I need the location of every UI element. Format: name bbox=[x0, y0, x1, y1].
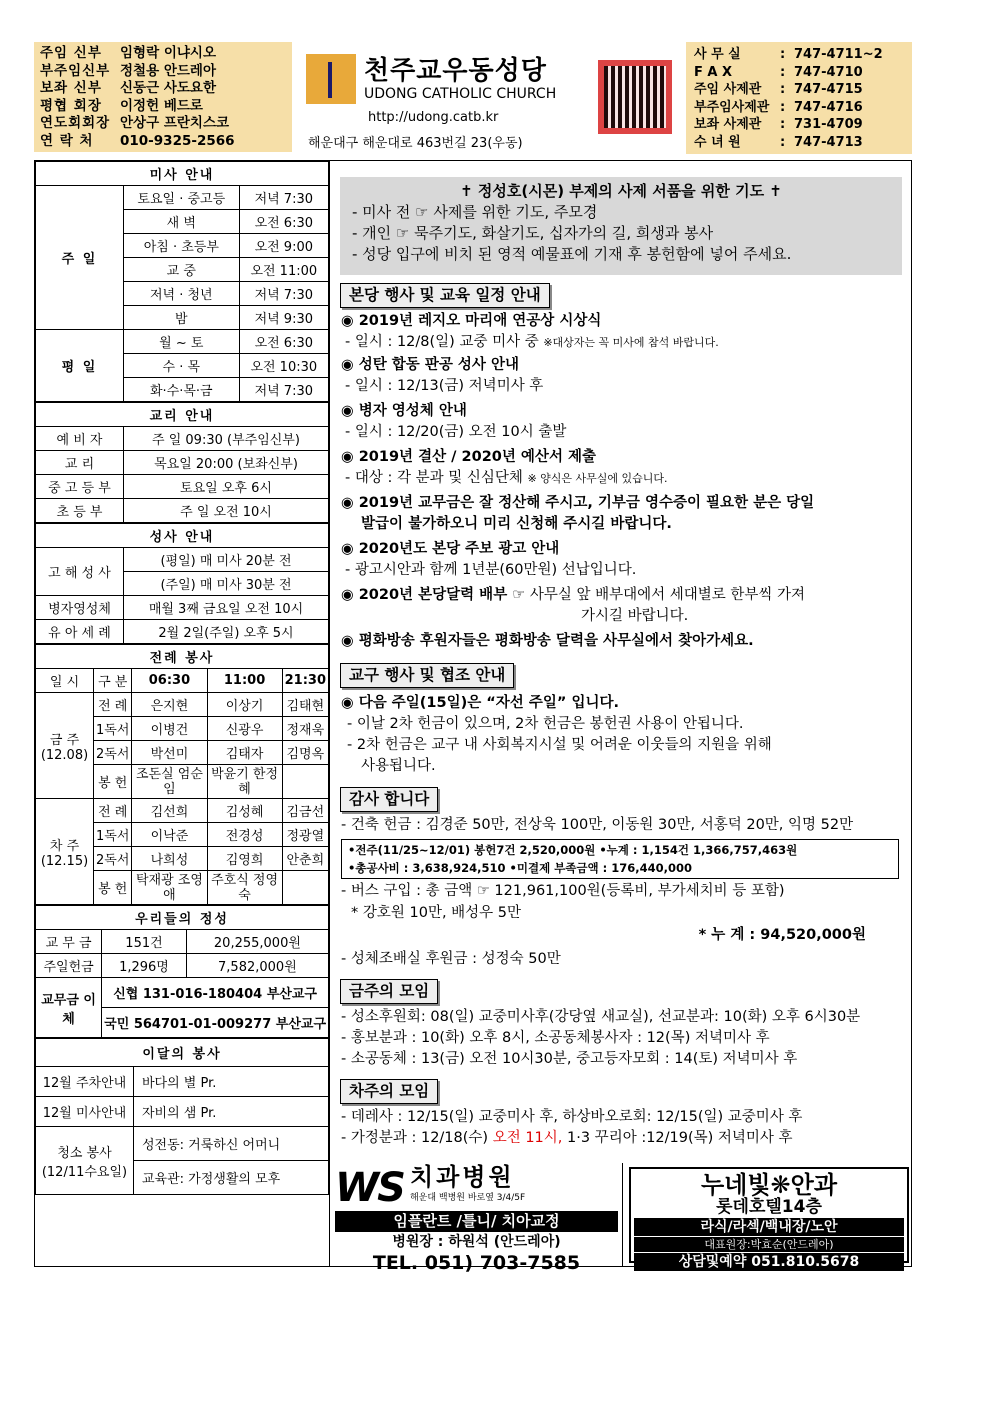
table-cell: (주일) 매 미사 30분 전 bbox=[124, 572, 329, 596]
table-cell: 정광열 bbox=[282, 823, 328, 847]
table-cell: 오전 10:30 bbox=[239, 354, 328, 378]
table-cell: 미사 안내 bbox=[36, 162, 329, 186]
table-cell: 151건 bbox=[102, 930, 187, 954]
table-cell: 오전 6:30 bbox=[239, 330, 328, 354]
table-cell: 병자영성체 bbox=[36, 596, 124, 620]
table-cell: 교무금 이 체 bbox=[36, 978, 102, 1038]
staff-row: 평협 회장 이정헌 베드로 bbox=[40, 97, 203, 114]
table-cell: 전경성 bbox=[207, 823, 282, 847]
table-cell: 나희성 bbox=[132, 847, 207, 871]
prayer-line: - 미사 전 ☞ 사제를 위한 기도, 주모경 bbox=[352, 203, 598, 221]
table-cell: 주 일 09:30 (부주임신부) bbox=[124, 427, 329, 451]
event-title: ◉ 2019년 결산 / 2020년 예산서 제출 bbox=[341, 449, 597, 465]
dental-phone: TEL. 051) 703-7585 bbox=[372, 1252, 581, 1274]
events-heading: 본당 행사 및 교육 일정 안내 bbox=[340, 283, 550, 308]
diocese-line: - 이날 2차 헌금이 있으며, 2차 헌금은 봉헌권 사용이 안됩니다. bbox=[347, 716, 744, 732]
table-cell: 06:30 bbox=[132, 669, 207, 693]
table-cell: 수 · 목 bbox=[124, 354, 240, 378]
event-item: ◉ 2020년 본당달력 배부 ☞ 사무실 앞 배부대에서 세대별로 한부씩 가져 가시길 바랍니다. bbox=[341, 585, 906, 627]
contact-row: 보좌 사제관 : 731-4709 bbox=[694, 117, 863, 132]
event-item bbox=[341, 311, 906, 353]
chapel-fund: - 성체조배실 후원금 : 성정숙 50만 bbox=[341, 951, 561, 967]
staff-row: 연도회회장 안상구 프란치스코 bbox=[40, 115, 230, 131]
table-cell: 21:30 bbox=[282, 669, 328, 693]
table-cell: 목요일 20:00 (보좌신부) bbox=[124, 451, 329, 475]
table-cell: 성사 안내 bbox=[36, 524, 329, 548]
table-cell: 전례 봉사 bbox=[36, 645, 329, 669]
church-name-en: UDONG CATHOLIC CHURCH bbox=[364, 86, 557, 102]
right-column bbox=[331, 161, 913, 1274]
table-cell: 화·수·목·금 bbox=[124, 378, 240, 402]
table-cell: 우리들의 정성 bbox=[36, 906, 329, 930]
table-cell: 신협 131-016-180404 부산교구 bbox=[102, 978, 329, 1008]
contact-row: 부주임사제관 : 747-4716 bbox=[694, 99, 863, 115]
table-cell: 박선미 bbox=[132, 741, 207, 765]
service-table bbox=[35, 1038, 329, 1195]
table-cell: 새 벽 bbox=[124, 210, 240, 234]
liturgy-table bbox=[35, 644, 329, 905]
table-cell: 2독서 bbox=[94, 741, 132, 765]
table-cell: 구 분 bbox=[94, 669, 132, 693]
event-title: ◉ 성탄 합동 판공 성사 안내 bbox=[341, 357, 519, 373]
table-cell: 김태현 bbox=[282, 693, 328, 717]
table-cell: 전 례 bbox=[94, 799, 132, 823]
table-cell: 20,255,000원 bbox=[186, 930, 328, 954]
table-cell: 성전동: 거룩하신 어머니 bbox=[134, 1127, 329, 1161]
table-cell: 김명옥 bbox=[282, 741, 328, 765]
table-cell: 유 아 세 례 bbox=[36, 620, 124, 644]
event-item bbox=[341, 631, 906, 652]
table-cell: 청소 봉사 (12/11수요일) bbox=[36, 1127, 134, 1195]
diocese-line: ◉ 다음 주일(15일)은 “자선 주일” 입니다. bbox=[341, 695, 619, 711]
dental-location: 해운대 백병원 바로옆 3/4/5F bbox=[409, 1193, 526, 1203]
staff-row: 보좌 신부 신동근 사도요한 bbox=[40, 80, 216, 96]
event-detail: - 대상 : 각 분과 및 신심단체 ※ 양식은 사무실에 있습니다. bbox=[345, 470, 668, 486]
table-cell: 김성혜 bbox=[207, 799, 282, 823]
table-cell: 12월 주차안내 bbox=[36, 1067, 134, 1097]
table-cell: 신광우 bbox=[207, 717, 282, 741]
event-title: ◉ 평화방송 후원자들은 평화방송 달력을 사무실에서 찾아가세요. bbox=[341, 633, 754, 649]
event-detail: - 일시 : 12/13(금) 저녁미사 후 bbox=[345, 378, 544, 394]
table-cell: 예 비 자 bbox=[36, 427, 124, 451]
event-title: ◉ 2019년 교무금은 잘 정산해 주시고, 기부금 영수증이 필요한 분은 당일 bbox=[341, 495, 815, 511]
eye-clinic-location: 롯데호텔14층 bbox=[716, 1197, 822, 1217]
diocese-line: - 2차 헌금은 교구 내 사회복지시설 및 어려운 이웃들의 지원을 위해 bbox=[347, 737, 772, 753]
prayer-box bbox=[340, 177, 902, 275]
church-logo-icon bbox=[306, 54, 356, 104]
church-name: 천주교우동성당 bbox=[364, 56, 547, 86]
table-cell: 이달의 봉사 bbox=[36, 1039, 329, 1067]
staff-row: 연 락 처 010-9325-2566 bbox=[40, 132, 235, 149]
table-cell: 김영희 bbox=[207, 847, 282, 871]
table-cell: 금 주 (12.08) bbox=[36, 693, 94, 799]
eye-clinic-ad[interactable] bbox=[629, 1167, 909, 1270]
contact-row: 사 무 실 : 747-4711~2 bbox=[694, 47, 883, 62]
table-cell: 토요일 오후 6시 bbox=[124, 475, 329, 499]
eye-clinic-name: 누네빛❋안과 bbox=[700, 1171, 838, 1199]
table-cell: 조돈실 엄순임 bbox=[132, 765, 207, 799]
table-cell: 11:00 bbox=[207, 669, 282, 693]
staff-row: 부주임신부 정철용 안드레아 bbox=[40, 62, 216, 79]
table-cell: 바다의 별 Pr. bbox=[134, 1067, 329, 1097]
table-cell: (평일) 매 미사 20분 전 bbox=[124, 548, 329, 572]
dental-services: 임플란트 /틀니/ 치아교정 bbox=[335, 1211, 618, 1232]
table-cell: 오전 11:00 bbox=[239, 258, 328, 282]
table-cell: 토요일 · 중고등 bbox=[124, 186, 240, 210]
table-cell: 오전 6:30 bbox=[239, 210, 328, 234]
building-fund: - 건축 헌금 : 김경준 50만, 전상욱 100만, 이동원 30만, 서홍덕 20만, 익명 52만 bbox=[341, 817, 854, 833]
prayer-line: - 개인 ☞ 묵주기도, 화살기도, 십자가의 길, 희생과 봉사 bbox=[352, 224, 714, 242]
table-cell: 김선희 bbox=[132, 799, 207, 823]
event-item: ◉ 2019년 교무금은 잘 정산해 주시고, 기부금 영수증이 필요한 분은 당일 발급이 불가하오니 미리 신청해 주시길 바랍니다. bbox=[341, 493, 906, 535]
eye-clinic-director: 대표원장:박효순(안드레아) bbox=[634, 1237, 904, 1252]
table-cell: 박윤기 한정혜 bbox=[207, 765, 282, 799]
table-cell: 1독서 bbox=[94, 823, 132, 847]
contact-row: 주임 사제관 : 747-4715 bbox=[694, 82, 863, 97]
table-cell: 주일헌금 bbox=[36, 954, 102, 978]
table-cell: 자비의 샘 Pr. bbox=[134, 1097, 329, 1127]
table-cell: 이병건 bbox=[132, 717, 207, 741]
event-title: ◉ 2020년 본당달력 배부 ☞ 사무실 앞 배부대에서 세대별로 한부씩 가져 bbox=[341, 587, 806, 603]
next-week-meetings-heading: 차주의 모임 bbox=[340, 1079, 438, 1104]
meeting-line: - 홍보분과 : 10(화) 오후 8시, 소공동체봉사자 : 12(목) 저녁미사 후 bbox=[341, 1030, 770, 1046]
this-week-meetings-heading: 금주의 모임 bbox=[340, 979, 438, 1004]
event-item bbox=[341, 401, 906, 443]
table-cell: 탁재광 조영애 bbox=[132, 871, 207, 905]
table-cell: 주호식 정영숙 bbox=[207, 871, 282, 905]
table-cell: 전 례 bbox=[94, 693, 132, 717]
prayer-line: - 성당 입구에 비치 된 영적 예물표에 기재 후 봉헌함에 넣어 주세요. bbox=[352, 245, 792, 263]
table-cell: 초 등 부 bbox=[36, 499, 124, 523]
table-cell: 매월 3째 금요일 오전 10시 bbox=[124, 596, 329, 620]
left-column bbox=[35, 161, 330, 1266]
table-cell: 저녁 7:30 bbox=[239, 378, 328, 402]
church-url[interactable]: http://udong.catb.kr bbox=[368, 110, 499, 125]
table-cell: 교 무 금 bbox=[36, 930, 102, 954]
table-cell: 1독서 bbox=[94, 717, 132, 741]
eye-clinic-services: 라식/라섹/백내장/노안 bbox=[634, 1218, 904, 1236]
prayer-title: ✝ 정성호(시몬) 부제의 사제 서품을 위한 기도 ✝ bbox=[460, 182, 782, 200]
thanks-heading: 감사 합니다 bbox=[340, 787, 438, 812]
event-item bbox=[341, 539, 906, 581]
event-title: ◉ 2020년도 본당 주보 광고 안내 bbox=[341, 541, 560, 557]
table-cell: 1,296명 bbox=[102, 954, 187, 978]
table-cell: 이상기 bbox=[207, 693, 282, 717]
table-cell: 봉 헌 bbox=[94, 765, 132, 799]
event-item bbox=[341, 447, 906, 489]
diocese-line: 사용됩니다. bbox=[361, 758, 436, 774]
table-cell: 교육관: 가정생활의 모후 bbox=[134, 1161, 329, 1195]
table-cell: 저녁 9:30 bbox=[239, 306, 328, 330]
table-cell: 이낙준 bbox=[132, 823, 207, 847]
table-cell: 저녁 7:30 bbox=[239, 186, 328, 210]
bulletin-body bbox=[34, 160, 912, 1274]
table-cell: 고 해 성 사 bbox=[36, 548, 124, 596]
table-cell: 김금선 bbox=[282, 799, 328, 823]
event-title: ◉ 2019년 레지오 마리애 연공상 시상식 bbox=[341, 313, 602, 329]
church-header bbox=[306, 48, 596, 158]
eye-clinic-phone: 상담및예약 051.810.5678 bbox=[634, 1253, 904, 1271]
building-summary-line: •전주(11/25~12/01) 봉헌7건 2,520,000원 •누계 : 1,154건 1,366,757,463원 bbox=[348, 843, 798, 857]
mass-table bbox=[35, 161, 329, 402]
dental-ad[interactable] bbox=[331, 1163, 623, 1274]
event-item bbox=[341, 355, 906, 397]
meeting-line: - 데레사 : 12/15(일) 교중미사 후, 하상바오로회: 12/15(일) 교중미사 후 bbox=[341, 1109, 803, 1125]
staff-list bbox=[34, 42, 292, 152]
bus-donors: * 강호원 10만, 배성우 5만 bbox=[351, 905, 522, 921]
table-cell: 주 일 오전 10시 bbox=[124, 499, 329, 523]
table-cell: 국민 564701-01-009277 부산교구 bbox=[102, 1008, 329, 1038]
table-cell: 월 ~ 토 bbox=[124, 330, 240, 354]
meeting-line: - 가정분과 : 12/18(수) 오전 11시, 1·3 꾸리아 :12/19(목) 저녁미사 후 bbox=[341, 1130, 793, 1146]
event-detail: - 광고시안과 함께 1년분(60만원) 선납입니다. bbox=[345, 562, 637, 578]
table-cell: 일 시 bbox=[36, 669, 94, 693]
bus-total: * 누 계 : 94,520,000원 bbox=[698, 927, 866, 943]
this-week-meetings bbox=[341, 1007, 906, 1070]
table-cell: 안춘희 bbox=[282, 847, 328, 871]
table-cell: 12월 미사안내 bbox=[36, 1097, 134, 1127]
table-cell: 아침 · 초등부 bbox=[124, 234, 240, 258]
diocese-list bbox=[341, 693, 906, 777]
qr-code-icon[interactable] bbox=[598, 60, 672, 134]
table-cell: 차 주 (12.15) bbox=[36, 799, 94, 905]
table-cell: 주 일 bbox=[36, 186, 124, 330]
meeting-line: - 소공동체 : 13(금) 오전 10시30분, 중고등자모회 : 14(토) 저녁미사 후 bbox=[341, 1051, 798, 1067]
table-cell bbox=[282, 765, 328, 799]
dental-logo: WS bbox=[335, 1164, 404, 1211]
contact-row: 수 녀 원 : 747-4713 bbox=[694, 134, 863, 150]
diocese-heading: 교구 행사 및 협조 안내 bbox=[340, 663, 514, 688]
table-cell: 저녁 7:30 bbox=[239, 282, 328, 306]
table-cell: 저녁 · 청년 bbox=[124, 282, 240, 306]
table-cell: 교리 안내 bbox=[36, 403, 329, 427]
offering-table bbox=[35, 905, 329, 1038]
event-detail: - 일시 : 12/8(일) 교중 미사 중 ※대상자는 꼭 미사에 참석 바랍니다. bbox=[345, 334, 719, 350]
table-cell: 7,582,000원 bbox=[186, 954, 328, 978]
table-cell: 교 중 bbox=[124, 258, 240, 282]
table-cell: 김태자 bbox=[207, 741, 282, 765]
contact-list bbox=[686, 42, 912, 154]
meeting-line: - 성소후원회: 08(일) 교중미사후(강당옆 새교실), 선교분과: 10(화) 오후 6시30분 bbox=[341, 1009, 861, 1025]
next-week-meetings bbox=[341, 1107, 906, 1149]
table-cell: 교 리 bbox=[36, 451, 124, 475]
table-cell: 밤 bbox=[124, 306, 240, 330]
table-cell: 2독서 bbox=[94, 847, 132, 871]
staff-row: 주임 신부 임형락 이냐시오 bbox=[40, 45, 216, 61]
event-title: ◉ 병자 영성체 안내 bbox=[341, 403, 467, 419]
event-detail: - 일시 : 12/20(금) 오전 10시 출발 bbox=[345, 424, 567, 440]
table-cell: 평 일 bbox=[36, 330, 124, 402]
contact-row: F A X : 747-4710 bbox=[694, 64, 863, 80]
bus-fund: - 버스 구입 : 총 금액 ☞ 121,961,100원(등록비, 부가세치비 등 포함) bbox=[341, 883, 785, 899]
dental-name: 치과병원 bbox=[409, 1163, 515, 1191]
dental-director: 병원장 : 하원석 (안드레아) bbox=[392, 1234, 561, 1250]
table-cell: 중 고 등 부 bbox=[36, 475, 124, 499]
building-summary-box bbox=[341, 839, 899, 879]
doctrine-table bbox=[35, 402, 329, 523]
church-address: 해운대구 해운대로 463번길 23(우동) bbox=[308, 136, 523, 151]
table-cell bbox=[282, 871, 328, 905]
table-cell: 정재욱 bbox=[282, 717, 328, 741]
sacrament-table bbox=[35, 523, 329, 644]
table-cell: 봉 헌 bbox=[94, 871, 132, 905]
building-summary-line: •총공사비 : 3,638,924,510 •미결제 부족금액 : 176,440,000 bbox=[348, 861, 692, 875]
table-cell: 은지현 bbox=[132, 693, 207, 717]
table-cell: 오전 9:00 bbox=[239, 234, 328, 258]
table-cell: 2월 2일(주일) 오후 5시 bbox=[124, 620, 329, 644]
